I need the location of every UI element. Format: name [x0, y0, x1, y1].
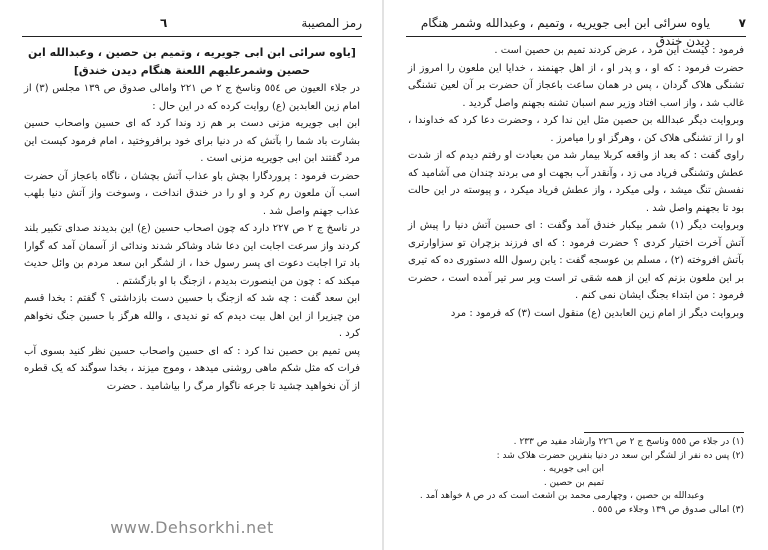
footnote: ابن ابی جویریه . — [543, 464, 604, 474]
left-page-header — [22, 14, 362, 32]
right-page-body — [408, 42, 744, 322]
left-page-number: ٦ — [160, 16, 168, 30]
paragraph: حضرت فرمود : پروردگارا بچش باو عذاب آتش بچشان ، ناگاه باعجاز آن حضرت اسب آن ملعون رم کرد و او را در خندق انداخت ، وسوخت واز آتش دنیا بلهب عذاب جهنم واصل شد . — [24, 170, 360, 217]
right-header-rule — [406, 36, 746, 37]
paragraph: حضرت فرمود : که او ، و پدر او ، از اهل جهنمند ، خدایا این ملعون را امروز از تشنگی هلاک گردان ، پس در همان ساعت باعجاز آن حضرت بر آن لعین تشنگی غالب شد ، واز اسب افتاد وزیر سم اسبان تشنه بجهنم واصل گردید . — [408, 62, 744, 109]
footnote: (١) در جلاء ص ٥٥٥ وناسخ ج ٢ ص ٢٢٦ وارشاد مفید ص ٢٣٣ . — [513, 437, 744, 447]
paragraph: وبروایت دیگر عبدالله بن حصین مثل این ندا کرد ، وحضرت دعا کرد که خداوندا ، او را از تشنگی هلاک کن ، وهرگز او را میامرز . — [408, 115, 744, 144]
left-header-rule — [22, 36, 362, 37]
footnote: (٢) پس ده نفر از لشگر ابن سعد در دنیا بنفرین حضرت هلاک شد : — [496, 450, 744, 461]
paragraph: ابن ابی جویریه مزنی دست بر هم زد وندا کرد که ای حسین واصحاب حسین بشارت باد شما را بآتش که در دنیا برای خود برافروختید ، امام فرمود کیست این مرد گفتند ابن ابی جویریه مزنی است . — [24, 118, 360, 164]
paragraph: در جلاء العیون ص ٥٥٤ وناسخ ج ٢ ص ٢٢١ وامالی صدوق ص ١٣٩ مجلس (٣) از امام زین العابدین (ع) روایت کرده که در این حال : — [24, 83, 360, 112]
left-page-body — [24, 44, 360, 395]
right-page — [384, 0, 768, 550]
paragraph: در ناسخ ج ٢ ص ٢٢٧ دارد که چون اصحاب حسین (ع) این بدیدند صدای تکبیر بلند کردند واز سرعت اجابت این دعا شاد وشاکر شدند وندائی از آسمان آمد که گوارا باد ترا اجابت دعوت ای پسر رسول خدا ، از لشگر ابن سعد مردم بن وائل حدیث میکند که : چون من اینصورت بدیدم ، ازجنگ با او بازگشتم . — [24, 223, 360, 287]
paragraph: پس تمیم بن حصین ندا کرد : که ای حسین واصحاب حسین نظر کنید بسوی آب فرات که مثل شکم ماهی روشنی میدهد ، وموج میزند ، بخدا سوگند که یک قطره از آن نخواهید چشید تا جرعه ناگوار مرگ را بیاشامید . حضرت — [24, 345, 360, 392]
footnote: تمیم بن حصین . — [543, 477, 604, 488]
watermark: www.Dehsorkhi.net — [110, 518, 274, 537]
right-page-number: ٧ — [738, 16, 746, 30]
left-running-title: رمز المصیبة — [301, 16, 362, 30]
paragraph: فرمود : کیست این مرد ، عرض کردند تمیم بن حصین است . — [494, 45, 744, 56]
footnote: وعبدالله بن حصین ، وچهارمی محمد بن اشعث است که در ص ٨ خواهد آمد . — [419, 491, 704, 501]
footnotes — [408, 436, 744, 517]
paragraph: ابن سعد گفت : چه شد که ازجنگ با حسین دست بازداشتی ؟ گفتم : بخدا قسم من چیزیرا از این اهل بیت دیدم که تو ندیدی ، والله هرگز با حسین جنگ نخواهم کرد . — [24, 293, 360, 339]
right-page-header — [406, 14, 746, 48]
paragraph: وبروایت دیگر از امام زین العابدین (ع) منقول است (٣) که فرمود : مرد — [450, 307, 744, 319]
paragraph: وبروایت دیگر (١) شمر بیکبار خندق آمد وگفت : ای حسین آتش دنیا را پیش از آتش آخرت اختیار کردی ؟ حضرت فرمود : که ای فرزند بزچران تو سزاوارتری بآتش افروخته (٢) ، مسلم بن عوسجه گفت : یابن رسول الله دستوری ده که تیری بر این ملعون بزنم که این از همه شقی تر است وبر سر تیر آمده است ، حضرت فرمود : من ابتداء بجنگ ایشان نمی کنم . — [408, 220, 745, 301]
section-heading: [یاوه سرائی ابن ابی جویریه ، وتمیم بن حصین ، وعبدالله ابن حصین وشمرعلیهم اللعنة هنگام دیدن خندق] — [28, 46, 356, 77]
footnote: (٣) امالی صدوق ص ١٣٩ وجلاء ص ٥٥٥ . — [592, 504, 744, 515]
footnote-rule — [584, 432, 744, 433]
paragraph: راوی گفت : که بعد از واقعه کربلا بیمار شد من بعیادت او رفتم دیدم که از شدت عطش وتشنگی فریاد می زد ، وآنقدر آب بجهت او می بردند چندان می آشامید که نفسش تنگ میشد ، ولی میکرد ، واز عطش فریاد میکرد ، و پیوسته در این حالت بود تا بجهنم واصل شد . — [408, 150, 744, 214]
right-running-title: یاوه سرائی ابن ابی جویریه ، وتمیم ، وعبدالله وشمر هنگام دیدن خندق — [420, 16, 710, 48]
